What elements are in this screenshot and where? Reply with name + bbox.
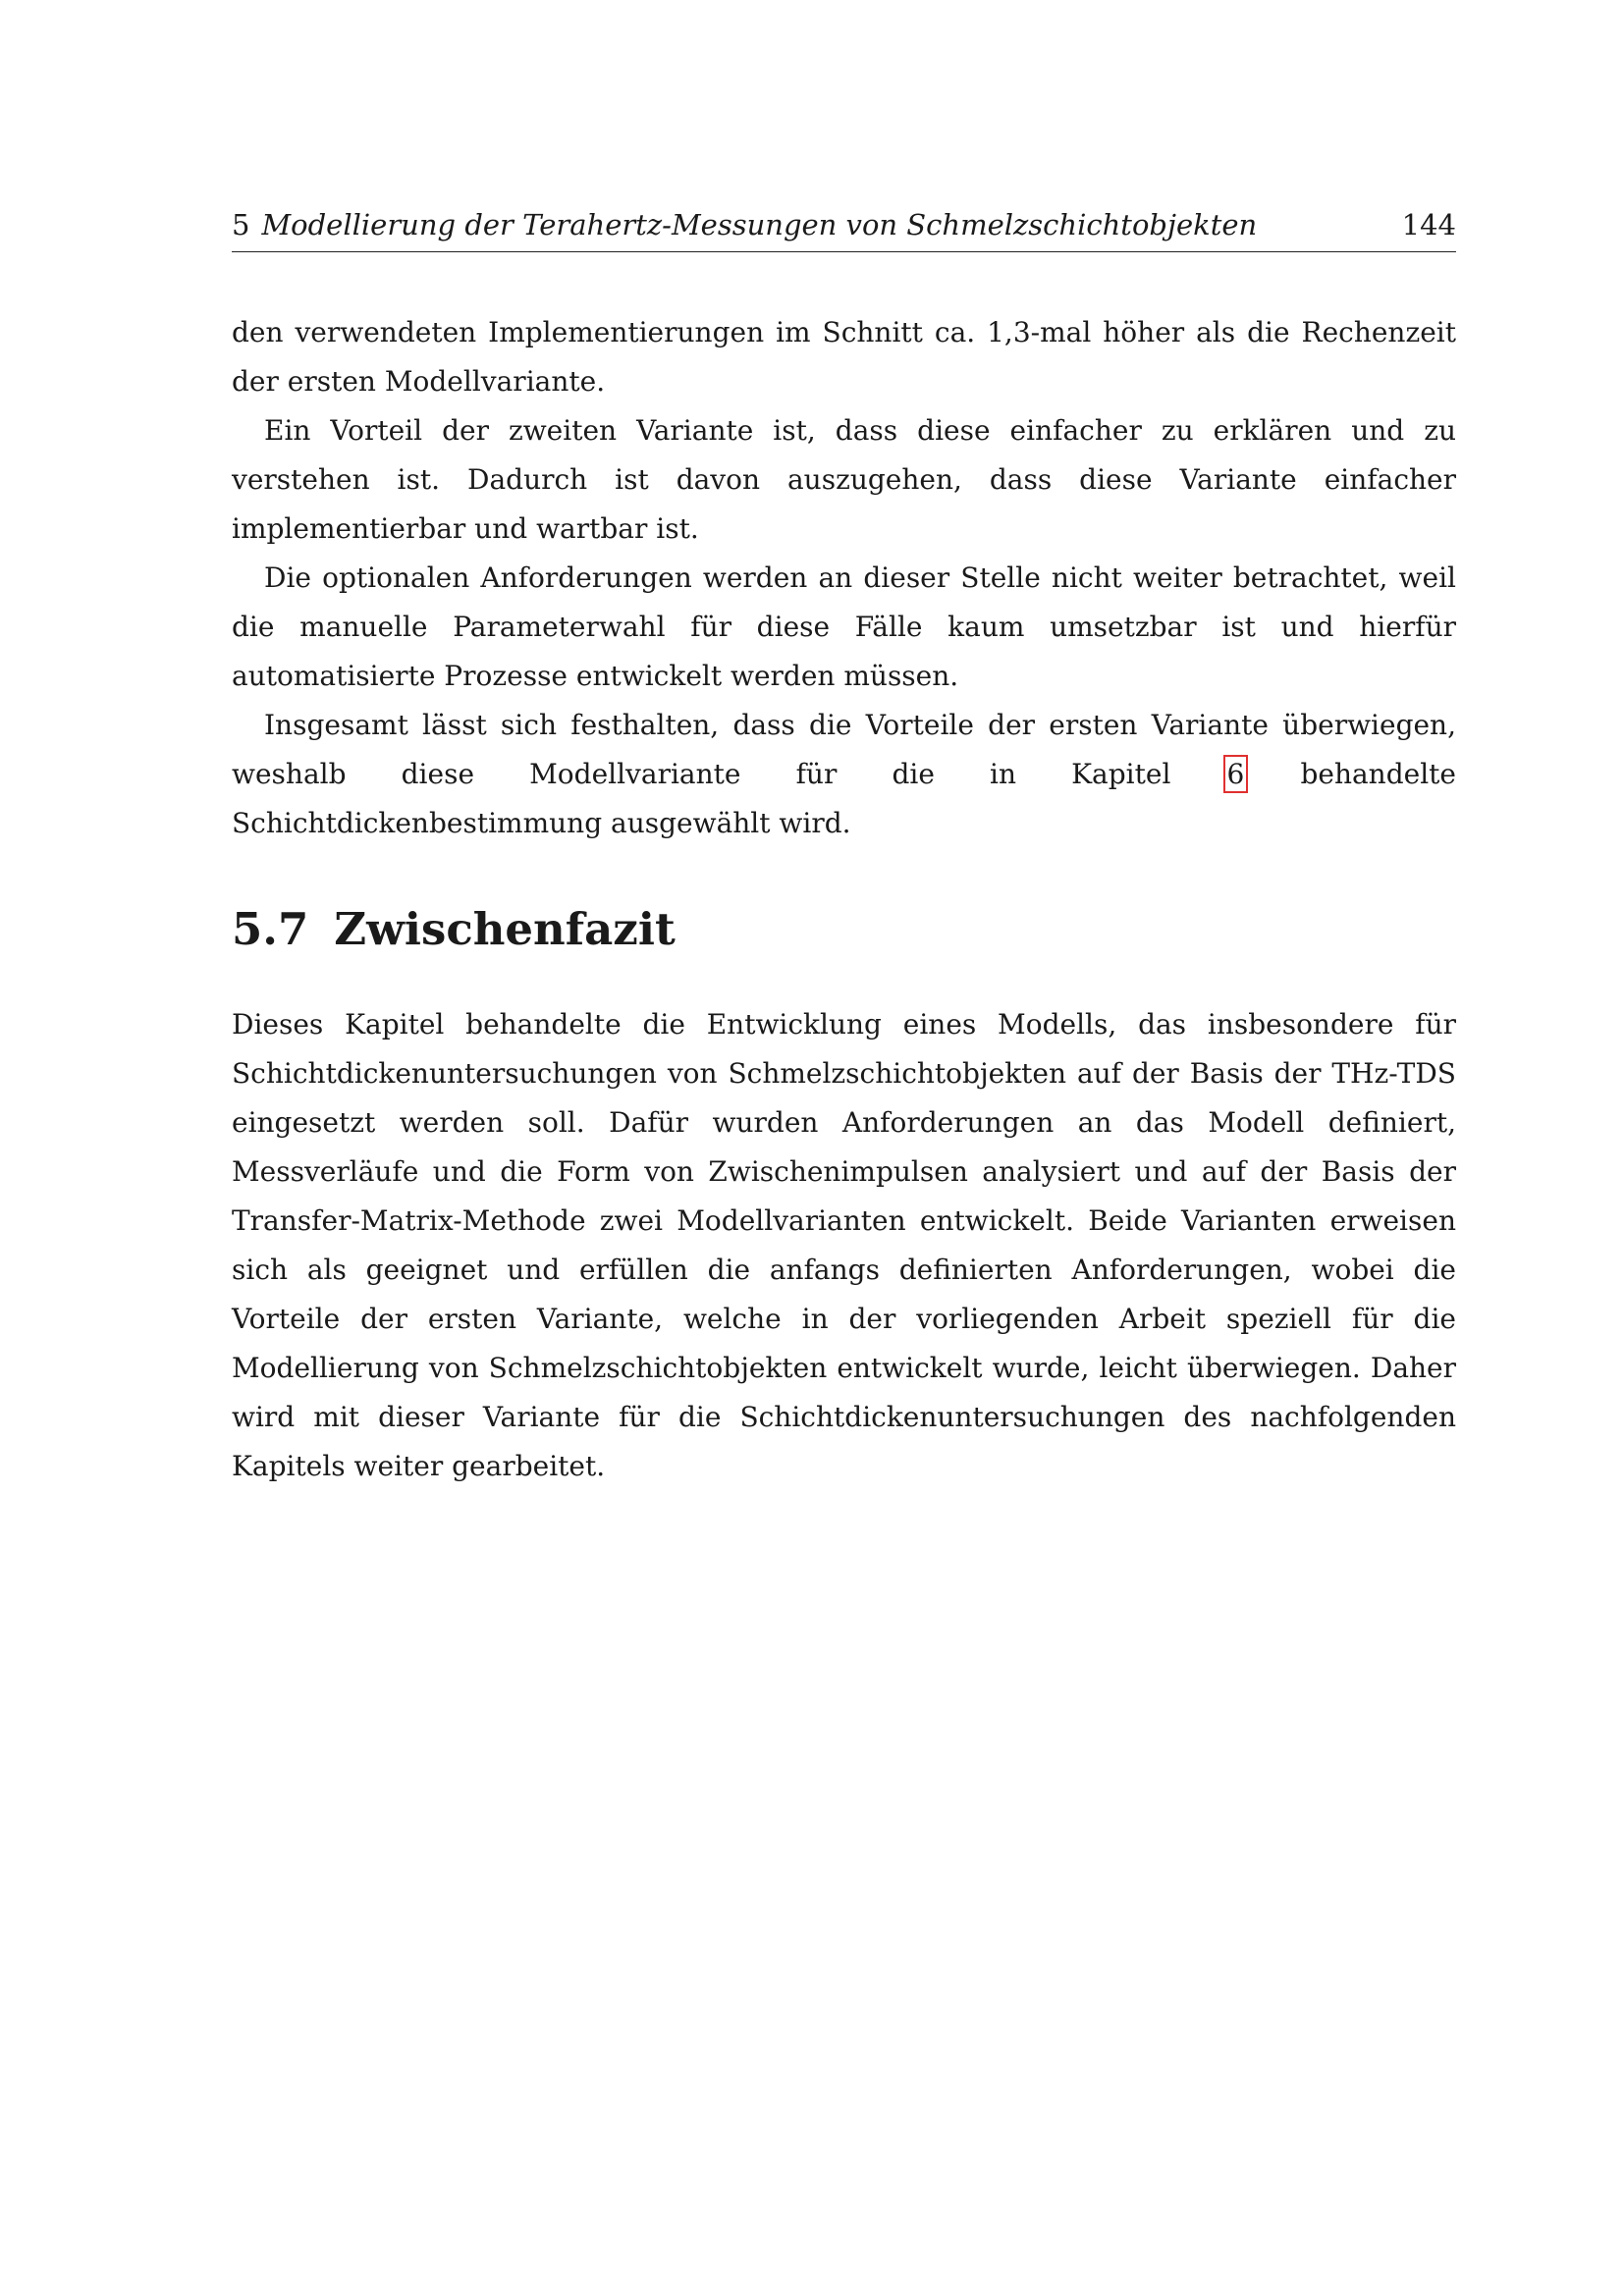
paragraph-text-before-ref: Insgesamt lässt sich festhalten, dass die Vorteile der ersten Variante überwiegen, weshalb diese Modellvariante für die in Kapitel bbox=[232, 709, 1456, 790]
section-heading bbox=[232, 903, 676, 955]
body-text-top bbox=[232, 308, 1456, 848]
paragraph-text-after-ref: behandelte Schichtdickenbestimmung ausgewählt wird. bbox=[232, 758, 1456, 839]
running-head-chapter-title: Modellierung der Terahertz-Messungen von Schmelzschichtobjekten bbox=[261, 208, 1258, 241]
chapter-reference-link[interactable]: 6 bbox=[1226, 758, 1245, 790]
paragraph: Dieses Kapitel behandelte die Entwicklung eines Modells, das insbesondere für Schichtdickenuntersuchungen von Schmelzschichtobjekten auf der Basis der THz-TDS eingesetzt werden soll. Dafür wurden Anforderungen an das Modell definiert, Messverläufe und die Form von Zwischenimpulsen analysiert und auf der Basis der Transfer-Matrix-Methode zwei Modellvarianten entwickelt. Beide Varianten erweisen sich als geeignet und erfüllen die anfangs definierten Anforderungen, wobei die Vorteile der ersten Variante, welche in der vorliegenden Arbeit speziell für die Modellierung von Schmelzschichtobjekten entwickelt wurde, leicht überwiegen. Daher wird mit dieser Variante für die Schichtdickenuntersuchungen des nachfolgenden Kapitels weiter gearbeitet. bbox=[232, 1008, 1456, 1482]
paragraph: den verwendeten Implementierungen im Schnitt ca. 1,3-mal höher als die Rechenzeit der ersten Modellvariante. bbox=[232, 316, 1456, 398]
running-head-chapter-number: 5 bbox=[232, 208, 250, 241]
paragraph: Ein Vorteil der zweiten Variante ist, dass diese einfacher zu erklären und zu verstehen ist. Dadurch ist davon auszugehen, dass diese Variante einfacher implementierbar und wartbar ist. bbox=[232, 414, 1456, 545]
paragraph-with-reference bbox=[232, 701, 1456, 848]
running-head bbox=[232, 208, 1257, 241]
page-number: 144 bbox=[1401, 208, 1456, 241]
page-header bbox=[232, 200, 1456, 252]
section-body bbox=[232, 1000, 1456, 1491]
paragraph: Die optionalen Anforderungen werden an dieser Stelle nicht weiter betrachtet, weil die manuelle Parameterwahl für diese Fälle kaum umsetzbar ist und hierfür automatisierte Prozesse entwickelt werden müssen. bbox=[232, 561, 1456, 692]
section-number: 5.7 bbox=[232, 903, 309, 955]
section-title: Zwischenfazit bbox=[334, 903, 676, 955]
